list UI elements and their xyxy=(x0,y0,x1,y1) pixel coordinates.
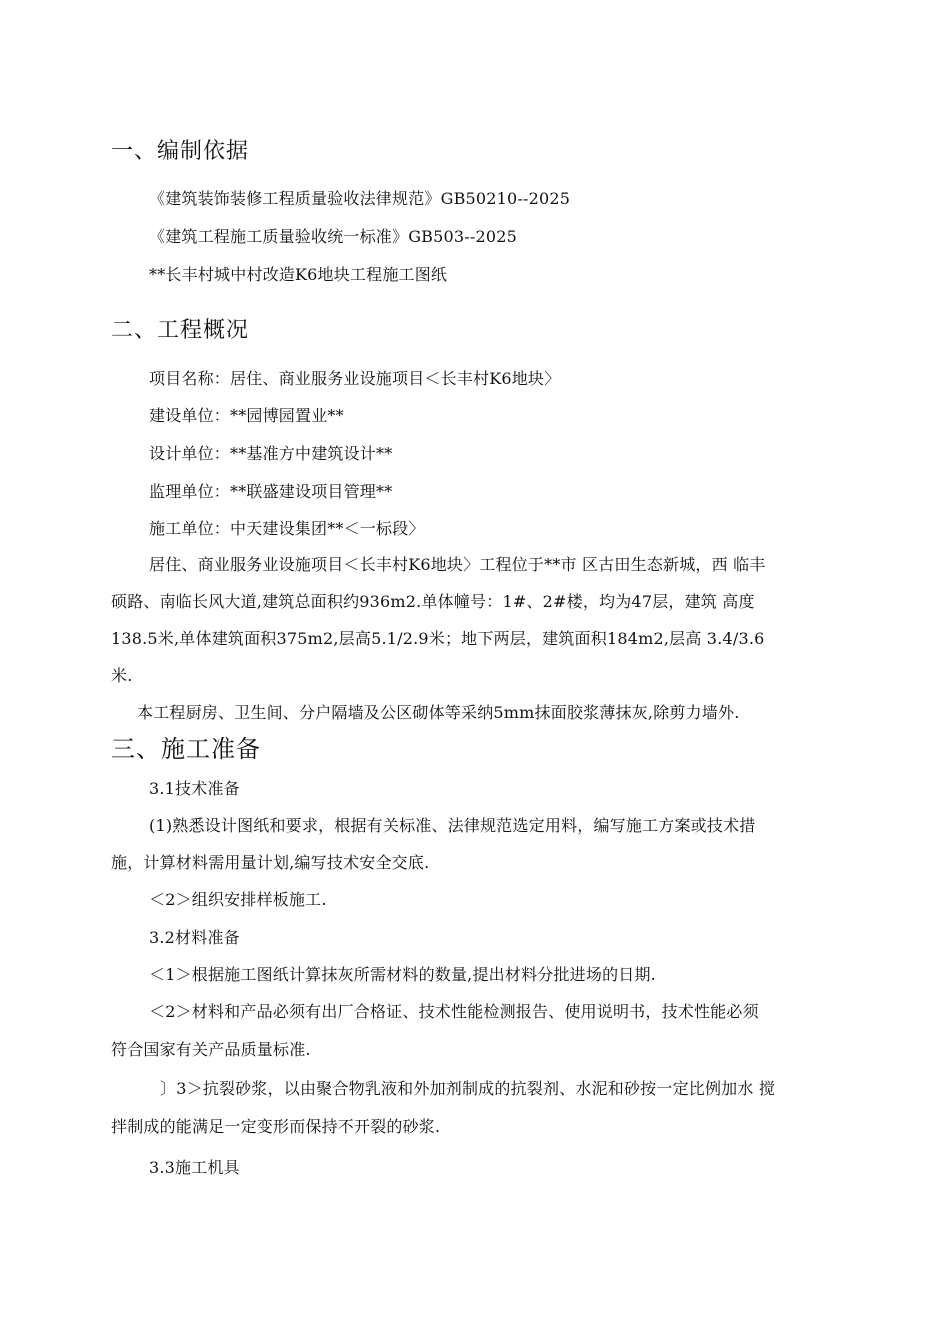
designer-line: 设计单位：**基准方中建筑设计** xyxy=(149,444,393,463)
subheading-machinery: 3.3施工机具 xyxy=(149,1158,240,1177)
subheading-materials: 3.2材料准备 xyxy=(149,928,240,947)
item-line: 〕3＞抗裂砂浆，以由聚合物乳液和外加剂制成的抗裂剂、水泥和砂按一定比例加水 搅 xyxy=(160,1079,776,1098)
reference-line: **长丰村城中村改造K6地块工程施工图纸 xyxy=(149,265,448,284)
subheading-technical: 3.1技术准备 xyxy=(149,779,240,798)
item-line: 施，计算材料需用量计划,编写技术安全交底. xyxy=(111,853,430,872)
reference-line: 《建筑装饰装修工程质量验收法律规范》GB50210--2025 xyxy=(149,189,571,208)
supervisor-line: 监理单位：**联盛建设项目管理** xyxy=(149,482,393,501)
overview-paragraph-note: 本工程厨房、卫生间、分户隔墙及公区砌体等采纳5mm抹面胶浆薄抹灰,除剪力墙外. xyxy=(137,703,740,722)
item-line: (1)熟悉设计图纸和要求，根据有关标准、法律规范选定用料，编写施工方案或技术措 xyxy=(149,816,756,835)
section-heading-preparation: 三、施工准备 xyxy=(111,735,261,763)
section-heading-overview: 二、工程概况 xyxy=(111,318,250,343)
item-line: 拌制成的能满足一定变形而保持不开裂的砂浆. xyxy=(111,1117,441,1136)
item-line: ＜1＞根据施工图纸计算抹灰所需材料的数量,提出材料分批进场的日期. xyxy=(149,965,656,984)
contractor-line: 施工单位：中天建设集团**＜一标段〉 xyxy=(149,519,425,538)
section-heading-basis: 一、编制依据 xyxy=(111,139,250,164)
overview-paragraph-line: 米. xyxy=(111,666,133,685)
owner-line: 建设单位：**园博园置业** xyxy=(149,406,344,425)
reference-line: 《建筑工程施工质量验收统一标准》GB503--2025 xyxy=(149,227,518,246)
item-line: ＜2＞材料和产品必须有出厂合格证、技术性能检测报告、使用说明书，技术性能必须 xyxy=(149,1002,759,1021)
overview-paragraph-line: 居住、商业服务业设施项目＜长丰村K6地块〉工程位于**市 区古田生态新城，西 临丰 xyxy=(149,555,766,574)
overview-paragraph-line: 硕路、南临长风大道,建筑总面积约936m2.单体幢号：1#、2#楼，均为47层，建筑 高度 xyxy=(111,592,755,611)
overview-paragraph-line: 138.5米,单体建筑面积375m2,层高5.1/2.9米；地下两层，建筑面积184m2,层高 3.4/3.6 xyxy=(111,629,765,648)
item-line: 符合国家有关产品质量标准. xyxy=(111,1040,311,1059)
item-line: ＜2＞组织安排样板施工. xyxy=(149,890,327,909)
project-name-line: 项目名称：居住、商业服务业设施项目＜长丰村K6地块〉 xyxy=(149,369,561,388)
